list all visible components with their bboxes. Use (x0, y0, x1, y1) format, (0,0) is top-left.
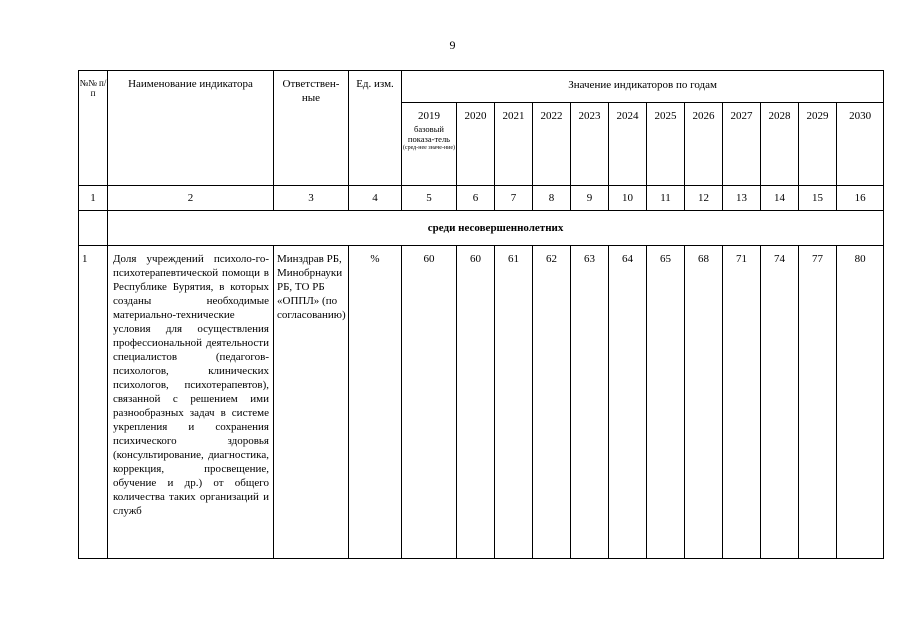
row-value: 65 (647, 246, 685, 559)
row-responsible: Минздрав РБ, Минобрнауки РБ, ТО РБ «ОППЛ» (по согласованию) (277, 253, 346, 321)
column-index: 14 (761, 186, 799, 211)
column-index-row (79, 186, 884, 211)
row-value: 74 (761, 246, 799, 559)
header-unit: Ед. изм. (349, 71, 402, 186)
row-num: 1 (79, 246, 108, 559)
column-index: 10 (609, 186, 647, 211)
row-value: 68 (685, 246, 723, 559)
year-cell: 2023 (571, 103, 609, 186)
year-base-cell (402, 103, 457, 186)
column-index: 3 (274, 186, 349, 211)
year-cell: 2022 (533, 103, 571, 186)
row-value: 60 (457, 246, 495, 559)
row-name-cell (108, 246, 274, 559)
row-value: 80 (837, 246, 884, 559)
year-cell: 2021 (495, 103, 533, 186)
page-number: 9 (449, 38, 456, 52)
column-index: 15 (799, 186, 837, 211)
section-title: среди несовершеннолетних (108, 211, 884, 246)
year-cell: 2020 (457, 103, 495, 186)
year-cell: 2027 (723, 103, 761, 186)
section-row (79, 211, 884, 246)
year-cell: 2026 (685, 103, 723, 186)
row-value: 62 (533, 246, 571, 559)
row-value: 63 (571, 246, 609, 559)
column-index: 12 (685, 186, 723, 211)
row-value: 77 (799, 246, 837, 559)
column-index: 7 (495, 186, 533, 211)
year-cell: 2025 (647, 103, 685, 186)
year-base: 2019 (418, 110, 440, 122)
column-index: 13 (723, 186, 761, 211)
column-index: 9 (571, 186, 609, 211)
table-row (79, 246, 884, 559)
column-index: 8 (533, 186, 571, 211)
row-name: Доля учреждений психоло-го-психотерапевтической помощи в Республике Бурятия, в которых созданы необходимые материально-технические условия для осуществления профессиональной деятельности специалистов (педагогов-психологов, клинических психологов, психотерапевтов), связанной с решением ими разнообразных задач в системе укрепления и сохранения психического здоровья (консультирование, диагностика, коррекция, просвещение, обучение и др.) от общего количества таких организаций и служб (113, 253, 269, 517)
column-index: 5 (402, 186, 457, 211)
header-num: №№ п/п (79, 71, 108, 186)
year-cell: 2029 (799, 103, 837, 186)
row-value: 71 (723, 246, 761, 559)
year-base-sub: базовый показа-тель (сред-нее значе-ние) (402, 124, 456, 151)
column-index: 6 (457, 186, 495, 211)
column-index: 4 (349, 186, 402, 211)
row-value: 60 (402, 246, 457, 559)
indicators-table (78, 70, 884, 559)
column-index: 1 (79, 186, 108, 211)
year-cell: 2024 (609, 103, 647, 186)
section-empty-cell (79, 211, 108, 246)
column-index: 2 (108, 186, 274, 211)
year-cell: 2028 (761, 103, 799, 186)
year-cell: 2030 (837, 103, 884, 186)
column-index: 11 (647, 186, 685, 211)
header-name: Наименование индикатора (108, 71, 274, 186)
column-index: 16 (837, 186, 884, 211)
header-years-title: Значение индикаторов по годам (402, 71, 884, 103)
row-value: 61 (495, 246, 533, 559)
header-responsible: Ответствен-ные (274, 71, 349, 186)
row-responsible-cell (274, 246, 349, 559)
row-unit: % (349, 246, 402, 559)
row-value: 64 (609, 246, 647, 559)
header-row (79, 71, 884, 103)
